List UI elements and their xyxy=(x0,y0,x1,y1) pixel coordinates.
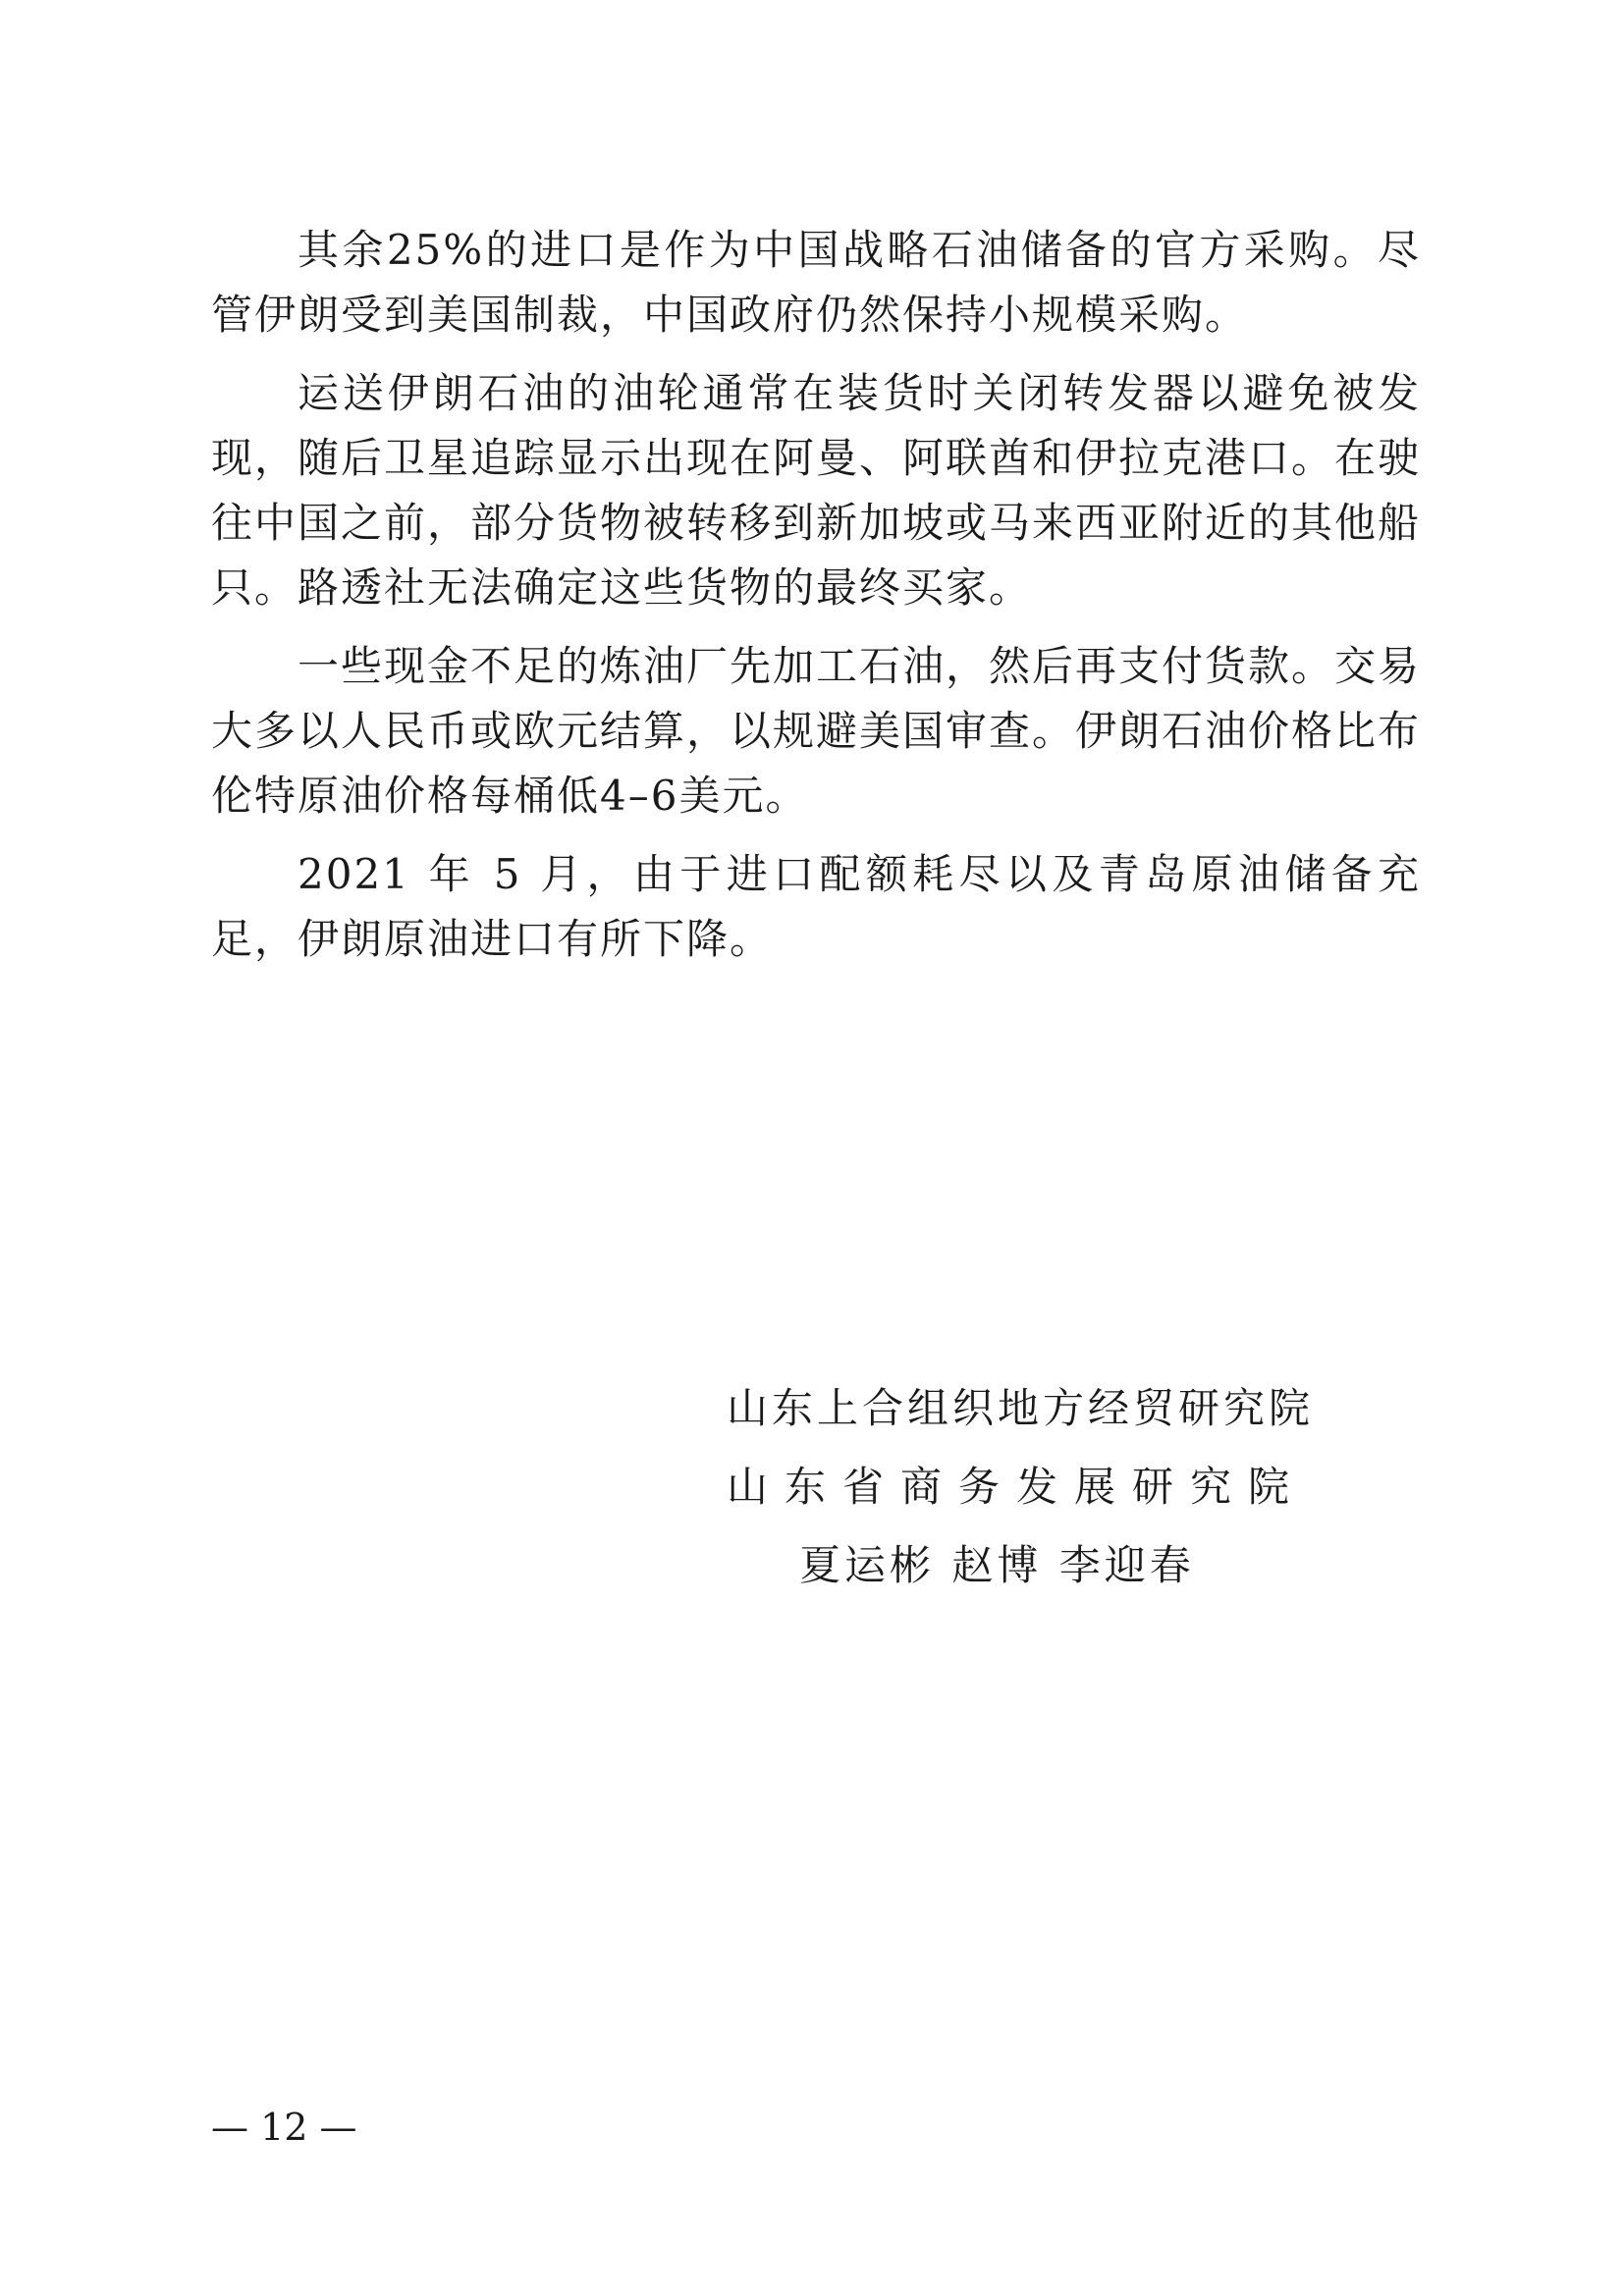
paragraph: 运送伊朗石油的油轮通常在装货时关闭转发器以避免被发现，随后卫星追踪显示出现在阿曼、阿联酋和伊拉克港口。在驶往中国之前，部分货物被转移到新加坡或马来西亚附近的其他船只。路透社无法确定这些货物的最终买家。 xyxy=(211,369,1422,612)
signature-organization: 山东上合组织地方经贸研究院 xyxy=(727,1384,1315,1432)
signature-block xyxy=(727,1369,1316,1605)
page-number: — 12 — xyxy=(211,2106,357,2149)
signature-organization: 山东省商务发展研究院 xyxy=(727,1463,1307,1511)
paragraph: 其余25%的进口是作为中国战略石油储备的官方采购。尽管伊朗受到美国制裁，中国政府仍然保持小规模采购。 xyxy=(211,226,1421,339)
signature-authors: 夏运彬 赵博 李迎春 xyxy=(799,1541,1195,1589)
paragraph: 2021 年 5 月，由于进口配额耗尽以及青岛原油储备充足，伊朗原油进口有所下降。 xyxy=(211,850,1421,963)
body-text xyxy=(211,218,1421,986)
paragraph: 一些现金不足的炼油厂先加工石油，然后再支付货款。交易大多以人民币或欧元结算，以规避美国审查。伊朗石油价格比布伦特原油价格每桶低4–6美元。 xyxy=(211,642,1422,820)
